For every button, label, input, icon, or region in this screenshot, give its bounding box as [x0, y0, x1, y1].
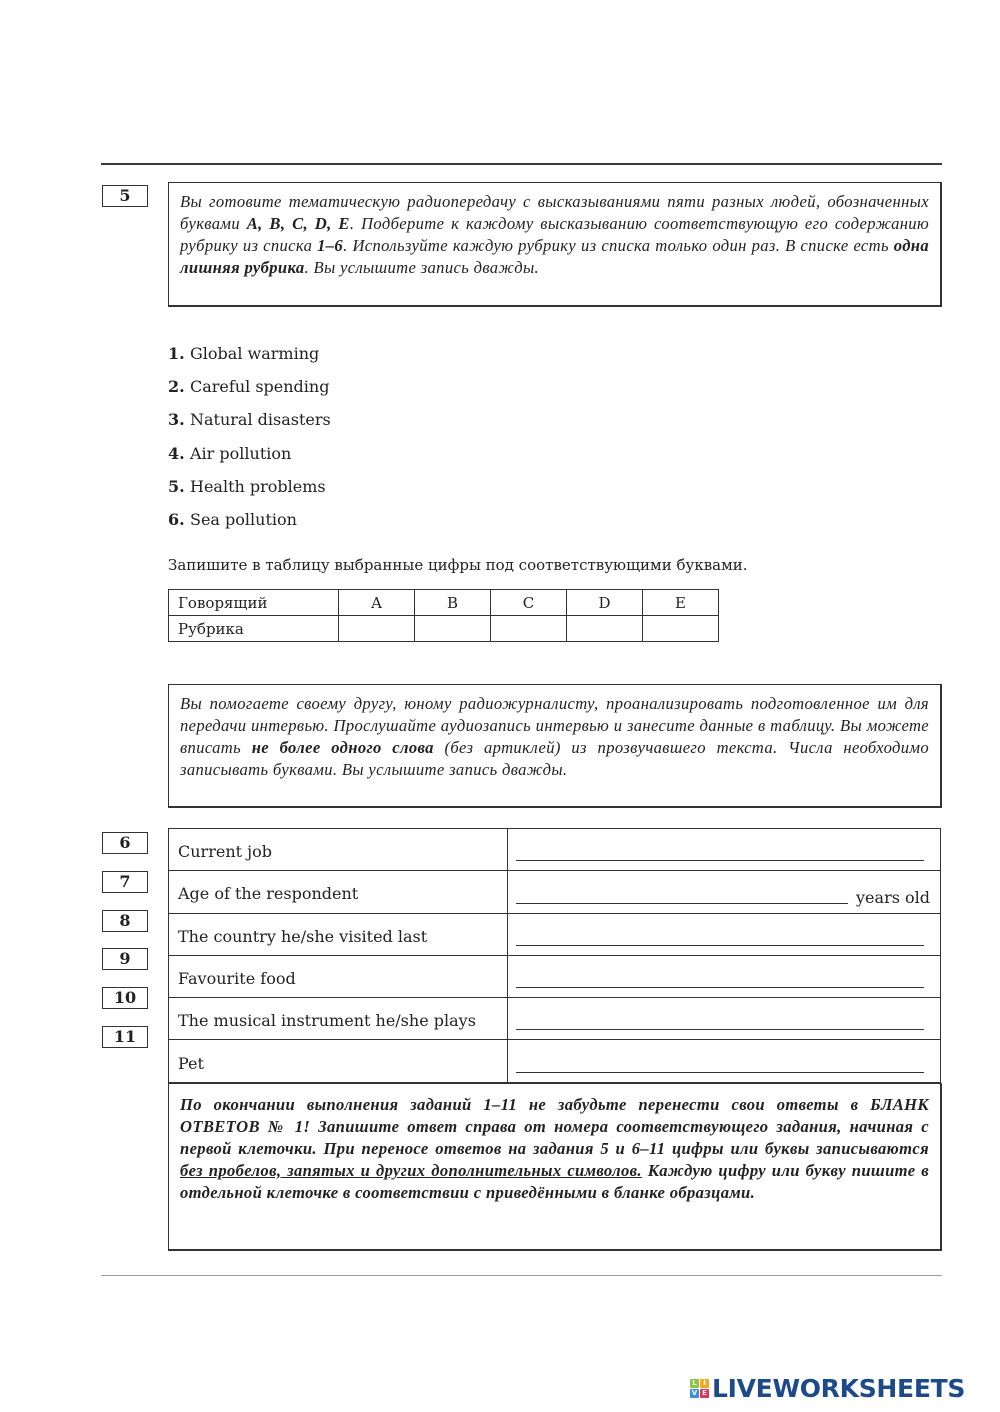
rubric-item	[168, 409, 331, 442]
answer-cell-c[interactable]	[491, 616, 567, 642]
table-instruction: Запишите в таблицу выбранные цифры под соответствующими буквами.	[168, 556, 748, 574]
tile-i: I	[700, 1379, 709, 1388]
task5-instructions	[168, 182, 942, 307]
rubric-item	[168, 443, 331, 476]
interview-row	[169, 998, 941, 1040]
answer-line[interactable]	[516, 1029, 924, 1030]
rubric-item	[168, 376, 331, 409]
column-b: B	[415, 590, 491, 616]
answer-field-age[interactable]	[508, 871, 941, 913]
question-instrument: The musical instrument he/she plays	[169, 998, 508, 1040]
column-d: D	[567, 590, 643, 616]
instr-range: 1–6	[317, 236, 344, 255]
answer-table-task5	[168, 589, 719, 642]
rubric-row	[169, 616, 719, 642]
liveworksheets-logo	[690, 1374, 965, 1402]
instr-underlined: без пробелов, запятых и других дополнительных символов.	[180, 1161, 642, 1180]
rubric-number: 4.	[168, 443, 185, 463]
task-number-8: 8	[102, 910, 148, 932]
answer-field-current-job[interactable]	[508, 829, 941, 871]
instr-letters: A, B, C, D, E	[246, 214, 350, 233]
answer-field-pet[interactable]	[508, 1040, 941, 1082]
rubric-number: 2.	[168, 377, 185, 397]
logo-text: LIVEWORKSHEETS	[712, 1373, 966, 1403]
answer-field-instrument[interactable]	[508, 998, 941, 1040]
instr-text: . Подберите к каждому высказыванию соответствующую его содержанию рубрику из списка	[180, 214, 929, 255]
instr-text: . Используйте каждую рубрику из списка только один раз. В списке есть	[343, 236, 894, 255]
instr-text: Каждую цифру или букву пишите в отдельной клеточке в соответствии с приведёнными в бланке образцами.	[180, 1161, 929, 1202]
task-number-5: 5	[102, 185, 148, 207]
task-number-7: 7	[102, 871, 148, 893]
bottom-divider	[101, 1275, 942, 1276]
rubric-item	[168, 509, 331, 542]
question-current-job: Current job	[169, 829, 508, 871]
top-divider	[101, 163, 942, 165]
answer-line[interactable]	[516, 987, 924, 988]
column-a: A	[339, 590, 415, 616]
column-e: E	[643, 590, 719, 616]
answer-field-favourite-food[interactable]	[508, 955, 941, 997]
tile-e: E	[700, 1389, 709, 1398]
column-c: C	[491, 590, 567, 616]
task-number-11: 11	[102, 1026, 148, 1048]
answer-line[interactable]	[516, 903, 848, 904]
task-number-6: 6	[102, 832, 148, 854]
task6-11-instructions	[168, 684, 942, 808]
speaker-row	[169, 590, 719, 616]
rubric-label: Air pollution	[190, 443, 292, 463]
question-pet: Pet	[169, 1040, 508, 1082]
interview-row	[169, 955, 941, 997]
instr-text: . Вы услышите запись дважды.	[304, 258, 540, 277]
question-age: Age of the respondent	[169, 871, 508, 913]
years-old-suffix: years old	[856, 887, 930, 907]
speaker-label: Говорящий	[169, 590, 339, 616]
instr-text: (без артиклей) из прозвучавшего текста. Числа необходимо записывать буквами. Вы услышите запись дважды.	[180, 738, 929, 779]
rubric-item	[168, 476, 331, 509]
answer-cell-b[interactable]	[415, 616, 491, 642]
rubric-label: Sea pollution	[190, 509, 297, 529]
rubric-label: Рубрика	[169, 616, 339, 642]
tile-v: V	[691, 1388, 698, 1397]
interview-row	[169, 871, 941, 913]
answer-line[interactable]	[516, 860, 924, 861]
rubric-number: 5.	[168, 476, 185, 496]
rubric-number: 3.	[168, 410, 185, 430]
question-country: The country he/she visited last	[169, 913, 508, 955]
interview-table	[168, 828, 941, 1083]
task-number-9: 9	[102, 948, 148, 970]
answer-field-country[interactable]	[508, 913, 941, 955]
interview-row	[169, 829, 941, 871]
rubric-label: Global warming	[190, 344, 320, 363]
rubric-item	[168, 343, 331, 376]
final-instructions	[168, 1083, 942, 1251]
instr-text: Вы готовите тематическую радиопередачу с высказываниями пяти разных людей, обозначенных буквами	[180, 192, 929, 233]
task-number-10: 10	[102, 987, 148, 1009]
instr-word-limit: не более одного слова	[251, 738, 434, 757]
rubric-number: 6.	[168, 509, 185, 529]
answer-cell-a[interactable]	[339, 616, 415, 642]
tile-l: L	[690, 1379, 699, 1388]
answer-cell-d[interactable]	[567, 616, 643, 642]
answer-cell-e[interactable]	[643, 616, 719, 642]
question-favourite-food: Favourite food	[169, 955, 508, 997]
rubric-label: Careful spending	[190, 377, 330, 397]
rubric-list	[168, 343, 331, 542]
rubric-label: Health problems	[190, 476, 326, 496]
answer-line[interactable]	[516, 1072, 924, 1073]
instr-text: Вы помогаете своему другу, юному радиожурналисту, проанализировать подготовленное им для передачи интервью. Прослушайте аудиозапись интервью и занесите данные в таблицу. Вы можете вписать	[180, 694, 929, 757]
answer-line[interactable]	[516, 945, 924, 946]
interview-row	[169, 913, 941, 955]
rubric-label: Natural disasters	[190, 410, 331, 430]
rubric-number: 1.	[168, 344, 185, 363]
interview-row	[169, 1040, 941, 1082]
instr-text: По окончании выполнения заданий 1–11 не забудьте перенести свои ответы в БЛАНК ОТВЕТОВ № 1! Запишите ответ справа от номера соответствующего задания, начиная с первой клеточки. При переносе ответов на задания 5 и 6–11 цифры или буквы записываются	[180, 1095, 929, 1158]
live-tiles-icon	[690, 1379, 709, 1398]
instr-extra-rubric: одна лишняя рубрика	[180, 236, 929, 277]
